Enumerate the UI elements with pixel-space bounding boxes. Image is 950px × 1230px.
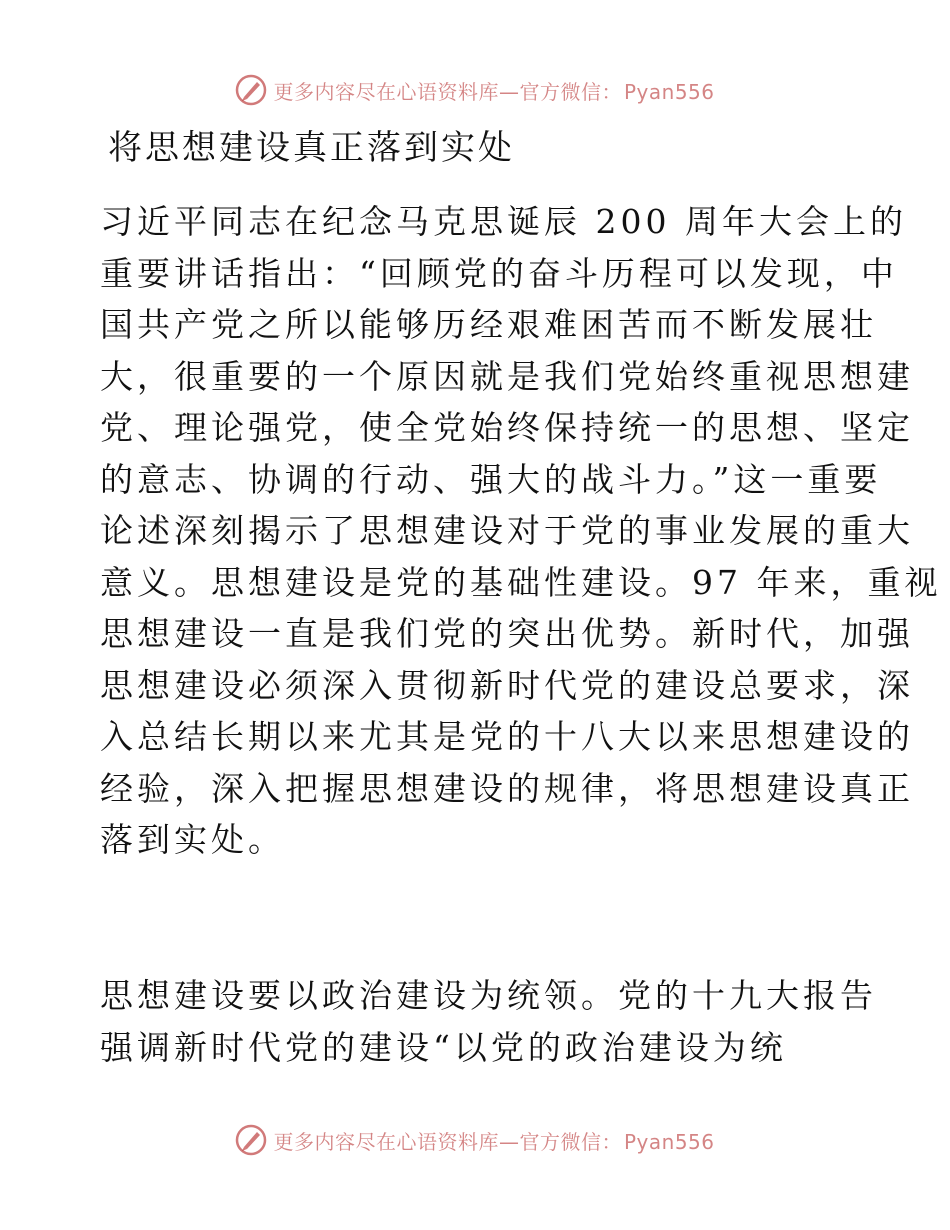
paragraph-line: 入总结长期以来尤其是党的十八大以来思想建设的: [100, 717, 914, 756]
paragraph-line: 的意志、协调的行动、强大的战斗力。”这一重要: [100, 459, 882, 499]
quill-pen-logo-icon: [235, 74, 267, 106]
watermark-separator: —: [498, 79, 520, 104]
paragraph-line: 党、理论强党，使全党始终保持统一的思想、坚定: [100, 408, 914, 447]
paragraph-line: 经验，深入把握思想建设的规律，将思想建设真正: [100, 768, 914, 808]
watermark-handle: Pyan556: [623, 79, 715, 104]
paragraph-2: [100, 970, 877, 1073]
header-watermark: [0, 70, 950, 110]
paragraph-line: 思想建设必须深入贯彻新时代党的建设总要求，深: [100, 665, 914, 705]
paragraph-line: 意义。思想建设是党的基础性建设。97 年来，重视: [100, 562, 942, 602]
footer-watermark: [0, 1120, 950, 1160]
watermark-separator: —: [498, 1129, 520, 1154]
paragraph-line: 重要讲话指出：“回顾党的奋斗历程可以发现，中: [100, 253, 898, 293]
watermark-official-label: 官方微信：: [519, 1129, 622, 1154]
paragraph-line: 论述深刻揭示了思想建设对于党的事业发展的重大: [100, 511, 914, 550]
watermark-handle: Pyan556: [623, 1129, 715, 1154]
paragraph-line: 大，很重要的一个原因就是我们党始终重视思想建: [100, 356, 914, 396]
watermark-text: [273, 76, 714, 105]
paragraph-line: 思想建设要以政治建设为统领。党的十九大报告: [100, 976, 877, 1015]
document-title: 将思想建设真正落到实处: [108, 128, 515, 168]
paragraph-line: 落到实处。: [100, 820, 285, 859]
paragraph-line: 强调新时代党的建设“以党的政治建设为统: [100, 1027, 787, 1067]
watermark-slogan: 更多内容尽在心语资料库: [273, 1129, 499, 1154]
paragraph-line: 国共产党之所以能够历经艰难困苦而不断发展壮: [100, 305, 877, 344]
watermark-text: [273, 1126, 714, 1155]
paragraph-1: [100, 196, 942, 866]
paragraph-line: 思想建设一直是我们党的突出优势。新时代，加强: [100, 614, 914, 653]
paragraph-line: 习近平同志在纪念马克思诞辰 200 周年大会上的: [100, 202, 907, 241]
watermark-official-label: 官方微信：: [519, 79, 622, 104]
quill-pen-logo-icon: [235, 1124, 267, 1156]
watermark-slogan: 更多内容尽在心语资料库: [273, 79, 499, 104]
